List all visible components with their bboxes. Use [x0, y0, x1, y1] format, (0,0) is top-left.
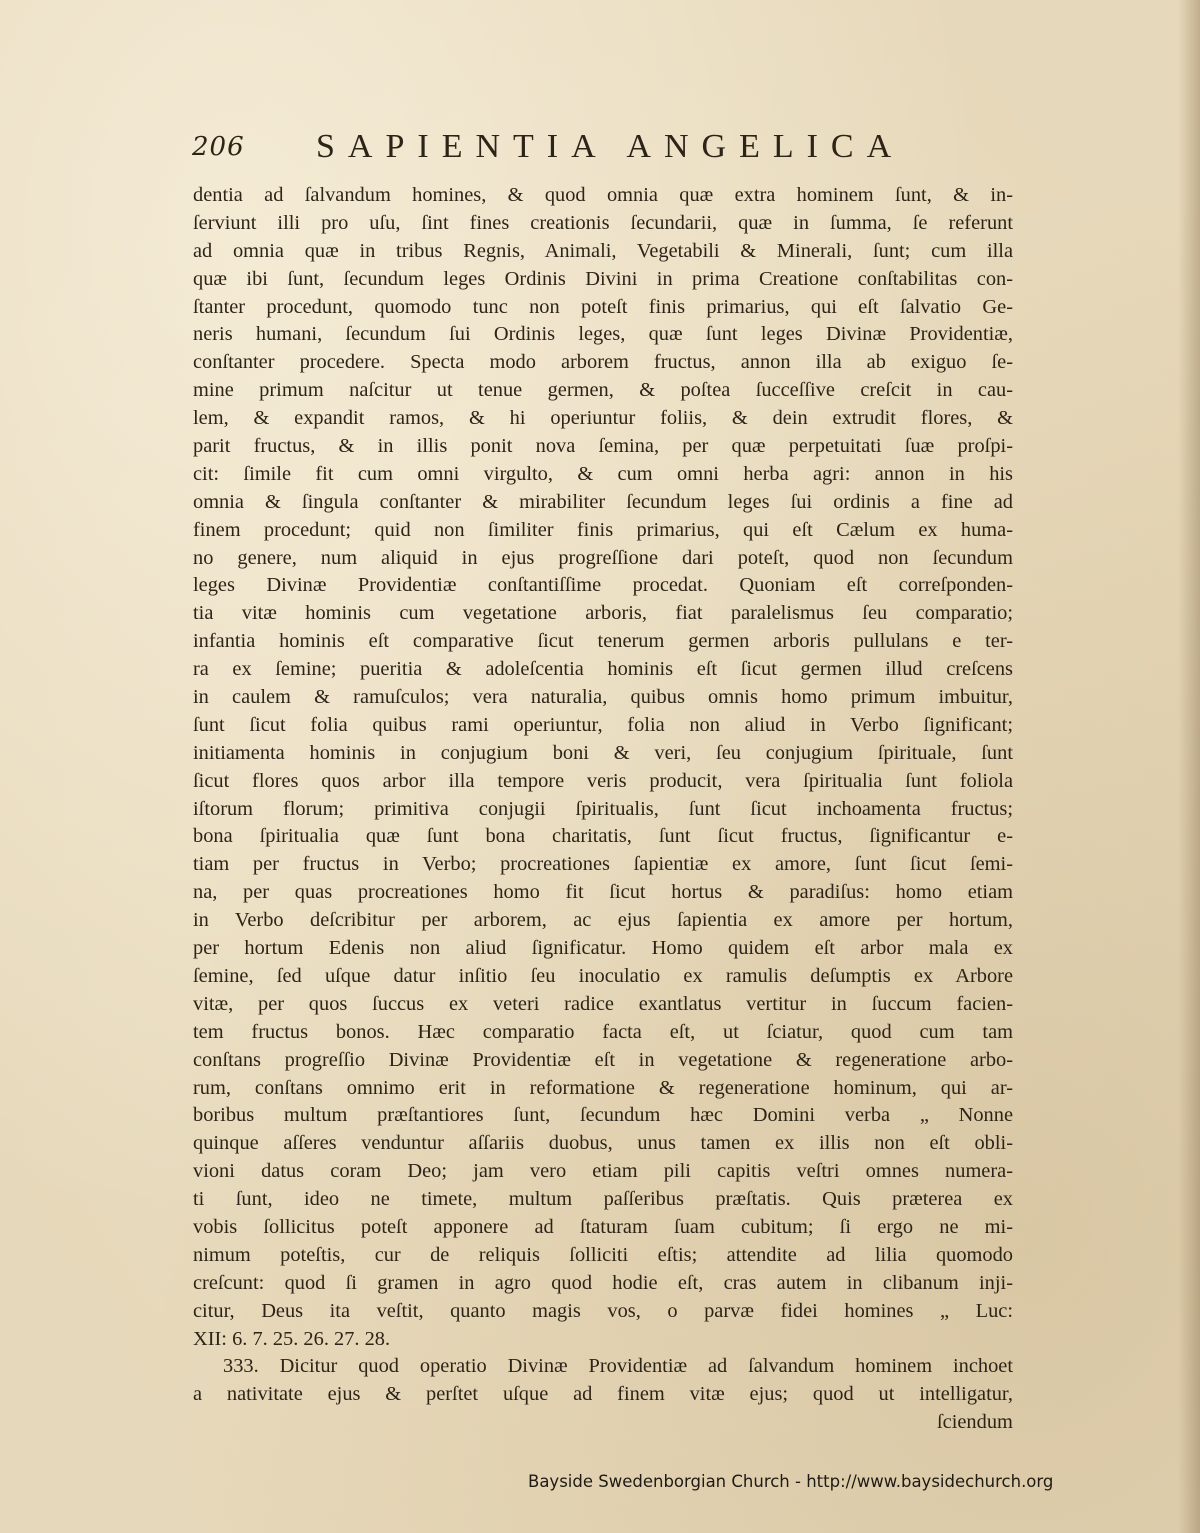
text-line: cit: ſimile fit cum omni virgulto, & cum omni herba agri: annon in his: [193, 462, 1013, 485]
text-line: ſunt ſicut folia quibus rami operiuntur, folia non aliud in Verbo ſignificant;: [193, 713, 1013, 736]
text-line: iſtorum florum; primitiva conjugii ſpiritualis, ſunt ſicut inchoamenta fructus;: [193, 797, 1013, 820]
text-line: ſerviunt illi pro uſu, ſint fines creationis ſecundarii, quæ in ſumma, ſe referunt: [193, 211, 1013, 234]
text-line: omnia & ſingula conſtanter & mirabiliter ſecundum leges ſui ordinis a fine ad: [193, 490, 1013, 513]
text-line: mine primum naſcitur ut tenue germen, & poſtea ſucceſſive creſcit in cau-: [193, 379, 1013, 402]
text-line: conſtans progreſſio Divinæ Providentiæ eſt in vegetatione & regeneratione arbo-: [193, 1048, 1013, 1071]
text-line: per hortum Edenis non aliud ſignificatur. Homo quidem eſt arbor mala ex: [193, 937, 1013, 960]
text-line: neris humani, ſecundum ſui Ordinis leges, quæ ſunt leges Divinæ Providentiæ,: [193, 323, 1013, 346]
text-line: lem, & expandit ramos, & hi operiuntur foliis, & dein extrudit flores, &: [193, 407, 1013, 430]
paragraph-333-line: 333. Dicitur quod operatio Divinæ Providentiæ ad ſalvandum hominem inchoet: [223, 1355, 1013, 1378]
text-line: infantia hominis eſt comparative ſicut tenerum germen arboris pullulans e ter-: [193, 630, 1013, 653]
text-line: ti ſunt, ideo ne timete, multum paſſeribus præſtatis. Quis præterea ex: [193, 1188, 1013, 1211]
text-line: nimum poteſtis, cur de reliquis ſolliciti eſtis; attendite ad lilia quomodo: [193, 1243, 1013, 1266]
catchword: ſciendum: [937, 1411, 1013, 1433]
text-line: parit fructus, & in illis ponit nova ſemina, per quæ perpetuitati ſuæ proſpi-: [193, 435, 1013, 458]
text-line: ſemine, ſed uſque datur inſitio ſeu inoculatio ex ramulis deſumptis ex Arbore: [193, 964, 1013, 987]
text-line: tia vitæ hominis cum vegetatione arboris, fiat paralelismus ſeu comparatio;: [193, 602, 1013, 625]
text-line: ra ex ſemine; pueritia & adoleſcentia hominis eſt ſicut germen illud creſcens: [193, 658, 1013, 681]
running-title: SAPIENTIA ANGELICA: [316, 128, 905, 165]
text-line: quinque aſſeres venduntur aſſariis duobus, unus tamen ex illis non eſt obli-: [193, 1132, 1013, 1155]
text-line: vitæ, per quos ſuccus ex veteri radice exantlatus vertitur in ſuccum facien-: [193, 992, 1013, 1015]
text-line: na, per quas procreationes homo fit ſicut hortus & paradiſus: homo etiam: [193, 881, 1013, 904]
text-line: conſtanter procedere. Specta modo arborem fructus, annon illa ab exiguo ſe-: [193, 351, 1013, 374]
text-line: leges Divinæ Providentiæ conſtantiſſime procedat. Quoniam eſt correſponden-: [193, 574, 1013, 597]
text-line: vioni datus coram Deo; jam vero etiam pili capitis veſtri omnes numera-: [193, 1160, 1013, 1183]
text-line: tiam per fructus in Verbo; procreationes ſapientiæ ex amore, ſunt ſicut ſemi-: [193, 853, 1013, 876]
page-number: 206: [192, 132, 245, 162]
text-line: creſcunt: quod ſi gramen in agro quod hodie eſt, cras autem in clibanum inji-: [193, 1271, 1013, 1294]
body-text: [193, 182, 1013, 1409]
page-header: [192, 128, 932, 168]
text-line: tem fructus bonos. Hæc comparatio facta eſt, ut ſciatur, quod cum tam: [193, 1020, 1013, 1043]
text-line: ad omnia quæ in tribus Regnis, Animali, Vegetabili & Minerali, ſunt; cum illa: [193, 239, 1013, 262]
text-line: no genere, num aliquid in ejus progreſſione dari poteſt, quod non ſecundum: [193, 546, 1013, 569]
text-line: bona ſpiritualia quæ ſunt bona charitatis, ſunt ſicut fructus, ſignificantur e-: [193, 825, 1013, 848]
text-line: ſtanter procedunt, quomodo tunc non poteſt finis primarius, qui eſt ſalvatio Ge-: [193, 295, 1013, 318]
text-line: vobis ſollicitus poteſt apponere ad ſtaturam ſuam cubitum; ſi ergo ne mi-: [193, 1215, 1013, 1238]
text-line: quæ ibi ſunt, ſecundum leges Ordinis Divini in prima Creatione conſtabilitas con-: [193, 267, 1013, 290]
page-edge-shadow: [1178, 0, 1200, 1533]
text-line: boribus multum præſtantiores ſunt, ſecundum hæc Domini verba „ Nonne: [193, 1104, 1013, 1127]
text-line: XII: 6. 7. 25. 26. 27. 28.: [193, 1327, 391, 1350]
text-line: initiamenta hominis in conjugium boni & veri, ſeu conjugium ſpirituale, ſunt: [193, 741, 1013, 764]
footer-credit: Bayside Swedenborgian Church - http://www.baysidechurch.org: [528, 1472, 1054, 1491]
text-line: citur, Deus ita veſtit, quanto magis vos, o parvæ fidei homines „ Luc:: [193, 1299, 1013, 1322]
text-line: rum, conſtans omnimo erit in reformatione & regeneratione hominum, qui ar-: [193, 1076, 1013, 1099]
text-line: ſicut flores quos arbor illa tempore veris producit, vera ſpiritualia ſunt foliola: [193, 769, 1013, 792]
text-line: in Verbo deſcribitur per arborem, ac ejus ſapientia ex amore per hortum,: [193, 909, 1013, 932]
text-line: in caulem & ramuſculos; vera naturalia, quibus omnis homo primum imbuitur,: [193, 686, 1013, 709]
text-line: dentia ad ſalvandum homines, & quod omnia quæ extra hominem ſunt, & in-: [193, 184, 1013, 206]
text-line: finem procedunt; quid non ſimiliter finis primarius, qui eſt Cælum ex huma-: [193, 518, 1013, 541]
paragraph-333-line: a nativitate ejus & perſtet uſque ad finem vitæ ejus; quod ut intelligatur,: [193, 1383, 1013, 1406]
